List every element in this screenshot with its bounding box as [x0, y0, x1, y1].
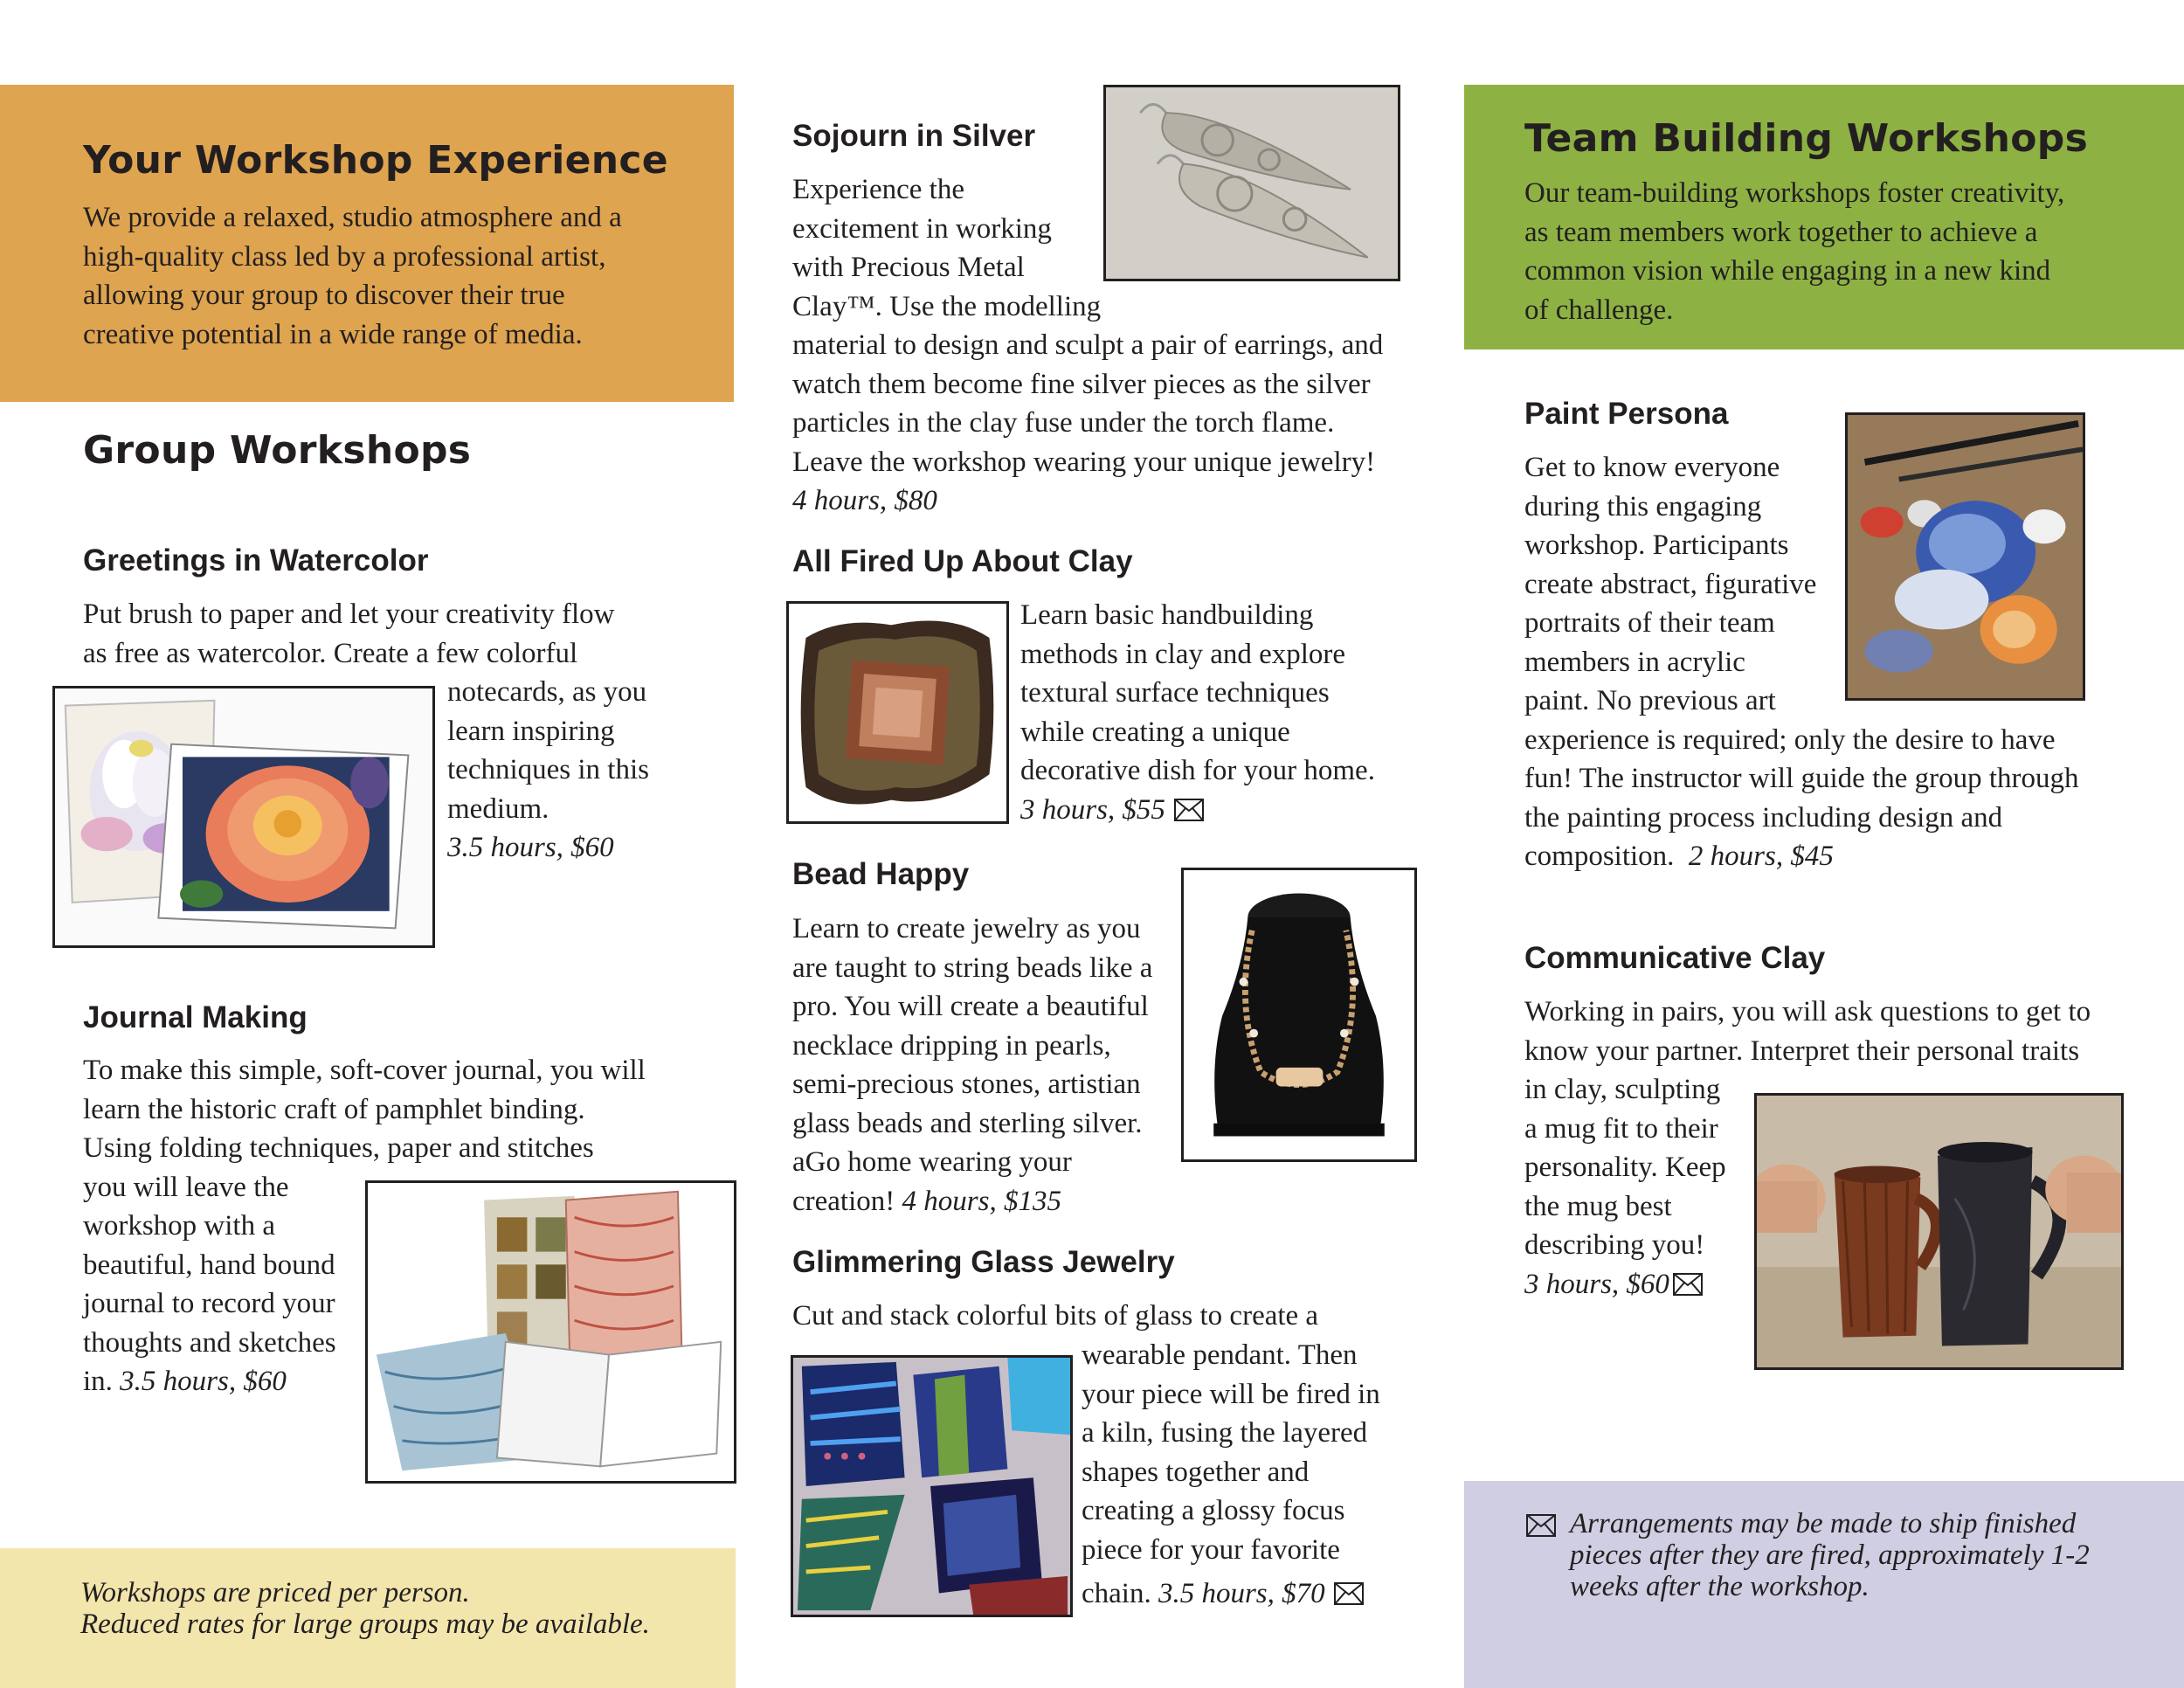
- communicative-title: Communicative Clay: [1524, 941, 1826, 975]
- clay-price: 3 hours, $55: [1020, 793, 1165, 826]
- clay-text: [1020, 596, 1396, 829]
- paint-line: members in acrylic: [1524, 646, 1745, 678]
- communicative-line: describing you!: [1524, 1229, 1705, 1261]
- bead-necklace-image: [1181, 868, 1417, 1162]
- envelope-icon: [1334, 1582, 1364, 1605]
- shipping-note-line: Arrangements may be made to ship finished: [1570, 1508, 2077, 1539]
- experience-title: Your Workshop Experience: [83, 138, 668, 183]
- silver-line: material to design and sculpt a pair of earrings, and: [792, 329, 1384, 361]
- silver-line: particles in the clay fuse under the torch flame.: [792, 407, 1335, 439]
- paint-price: 2 hours, $45: [1688, 841, 1834, 872]
- paint-line: Get to know everyone: [1524, 452, 1780, 483]
- glass-text: [792, 1297, 1404, 1336]
- communicative-line: in clay, sculpting: [1524, 1074, 1721, 1105]
- team-line: of challenge.: [1524, 294, 1674, 326]
- journal-line: learn the historic craft of pamphlet binding.: [83, 1093, 585, 1125]
- journal-price: 3.5 hours, $60: [120, 1366, 287, 1397]
- paint-line: during this engaging: [1524, 490, 1762, 522]
- watercolor-image: [52, 686, 435, 948]
- watercolor-price: 3.5 hours, $60: [447, 832, 614, 863]
- paint-line: the painting process including design and: [1524, 801, 2003, 834]
- watercolor-title: Greetings in Watercolor: [83, 543, 429, 578]
- bead-title: Bead Happy: [792, 857, 970, 891]
- silver-line: Leave the workshop wearing your unique jewelry!: [792, 446, 1376, 478]
- paint-line: workshop. Participants: [1524, 529, 1789, 561]
- journal-line: in.: [83, 1366, 113, 1397]
- team-line: as team members work together to achieve a: [1524, 216, 2038, 248]
- communicative-line: Working in pairs, you will ask questions to get to: [1524, 996, 2091, 1027]
- experience-line: allowing your group to discover their true: [83, 280, 565, 311]
- team-line: common vision while engaging in a new kind: [1524, 255, 2051, 287]
- glass-line: creating a glossy focus: [1082, 1495, 1345, 1526]
- watercolor-line: Put brush to paper and let your creativity flow: [83, 598, 615, 630]
- bead-price: 4 hours, $135: [902, 1185, 1061, 1217]
- watercolor-line: learn inspiring: [447, 715, 615, 747]
- bead-line: Learn to create jewelry as you: [792, 913, 1141, 944]
- paint-line: composition.: [1524, 841, 1675, 872]
- experience-line: creative potential in a wide range of media.: [83, 318, 583, 350]
- team-text: [1524, 174, 2153, 329]
- glass-line: piece for your favorite: [1082, 1533, 1340, 1566]
- communicative-line: the mug best: [1524, 1190, 1672, 1222]
- team-line: Our team-building workshops foster creativity,: [1524, 177, 2065, 209]
- journal-line: workshop with a: [83, 1210, 275, 1242]
- silver-title: Sojourn in Silver: [792, 119, 1036, 153]
- journal-line: you will leave the: [83, 1171, 289, 1203]
- paint-line: create abstract, figurative: [1524, 568, 1817, 600]
- paint-line: experience is required; only the desire to have: [1524, 723, 2056, 756]
- bead-line: are taught to string beads like a: [792, 951, 1153, 984]
- journal-image: [365, 1180, 736, 1484]
- bead-text: [792, 910, 1177, 1221]
- watercolor-line: medium.: [447, 792, 549, 825]
- glass-wrap-text: [1082, 1336, 1405, 1614]
- experience-text: [83, 198, 712, 354]
- clay-line: decorative dish for your home.: [1020, 755, 1375, 786]
- experience-line: We provide a relaxed, studio atmosphere and a: [83, 202, 622, 233]
- clay-line: Learn basic handbuilding: [1020, 599, 1314, 631]
- glass-pendant-image: [791, 1355, 1073, 1617]
- clay-dish-image: [786, 601, 1009, 824]
- bead-line: pro. You will create a beautiful: [792, 991, 1149, 1022]
- silver-line: Experience the: [792, 174, 964, 205]
- envelope-icon: [1673, 1273, 1703, 1296]
- glass-price: 3.5 hours, $70: [1158, 1578, 1325, 1609]
- pricing-note-line: Workshops are priced per person.: [80, 1577, 470, 1608]
- bead-line: semi-precious stones, artistian: [792, 1069, 1141, 1100]
- silver-line: with Precious Metal: [792, 252, 1025, 283]
- journal-line: Using folding techniques, paper and stitches: [83, 1132, 594, 1164]
- bead-line: glass beads and sterling silver.: [792, 1107, 1143, 1139]
- paint-line: fun! The instructor will guide the group through: [1524, 763, 2079, 794]
- glass-title: Glimmering Glass Jewelry: [792, 1245, 1175, 1279]
- communicative-line: know your partner. Interpret their personal traits: [1524, 1034, 2080, 1067]
- group-workshops-title: Group Workshops: [83, 428, 472, 473]
- paint-line: paint. No previous art: [1524, 685, 1776, 716]
- journal-line: To make this simple, soft-cover journal, you will: [83, 1055, 646, 1086]
- watercolor-line: techniques in this: [447, 754, 649, 785]
- bead-line: aGo home wearing your: [792, 1146, 1072, 1178]
- glass-line: wearable pendant. Then: [1082, 1339, 1358, 1371]
- shipping-note-line: weeks after the workshop.: [1570, 1571, 1870, 1602]
- silver-earrings-image: [1103, 85, 1400, 281]
- bead-line: necklace dripping in pearls,: [792, 1029, 1111, 1062]
- glass-line: a kiln, fusing the layered: [1082, 1417, 1368, 1449]
- envelope-icon: [1174, 799, 1204, 821]
- clay-line: methods in clay and explore: [1020, 638, 1346, 670]
- bead-line: creation!: [792, 1185, 895, 1217]
- journal-title: Journal Making: [83, 1000, 308, 1034]
- glass-line: your piece will be fired in: [1082, 1378, 1380, 1410]
- watercolor-text: [83, 595, 695, 673]
- communicative-price: 3 hours, $60: [1524, 1268, 1669, 1300]
- glass-line: chain.: [1082, 1578, 1151, 1609]
- communicative-mugs-image: [1754, 1093, 2124, 1370]
- communicative-line: a mug fit to their: [1524, 1112, 1718, 1145]
- pricing-note: [80, 1577, 650, 1640]
- silver-line: excitement in working: [792, 212, 1052, 245]
- clay-line: textural surface techniques: [1020, 677, 1330, 709]
- journal-line: thoughts and sketches: [83, 1326, 336, 1359]
- clay-line: while creating a unique: [1020, 716, 1290, 748]
- watercolor-wrap-text: [447, 673, 674, 868]
- envelope-icon: [1526, 1514, 1556, 1537]
- glass-line: shapes together and: [1082, 1456, 1310, 1488]
- paint-title: Paint Persona: [1524, 397, 1729, 431]
- communicative-line: personality. Keep: [1524, 1152, 1726, 1183]
- watercolor-line: as free as watercolor. Create a few colorful: [83, 637, 578, 669]
- watercolor-line: notecards, as you: [447, 676, 647, 708]
- journal-line: beautiful, hand bound: [83, 1249, 335, 1281]
- silver-price: 4 hours, $80: [792, 485, 937, 516]
- paint-line: portraits of their team: [1524, 607, 1775, 639]
- shipping-note: [1570, 1508, 2090, 1602]
- shipping-note-line: pieces after they are fired, approximately 1-2: [1570, 1539, 2090, 1571]
- team-title: Team Building Workshops: [1524, 116, 2089, 161]
- silver-line: watch them become fine silver pieces as the silver: [792, 368, 1371, 400]
- experience-line: high-quality class led by a professional artist,: [83, 240, 606, 273]
- silver-line: Clay™. Use the modelling: [792, 290, 1102, 322]
- clay-title: All Fired Up About Clay: [792, 544, 1133, 578]
- pricing-note-line: Reduced rates for large groups may be available.: [80, 1608, 650, 1640]
- glass-line: Cut and stack colorful bits of glass to create a: [792, 1300, 1319, 1332]
- journal-line: journal to record your: [83, 1288, 335, 1319]
- paint-palette-image: [1845, 412, 2085, 701]
